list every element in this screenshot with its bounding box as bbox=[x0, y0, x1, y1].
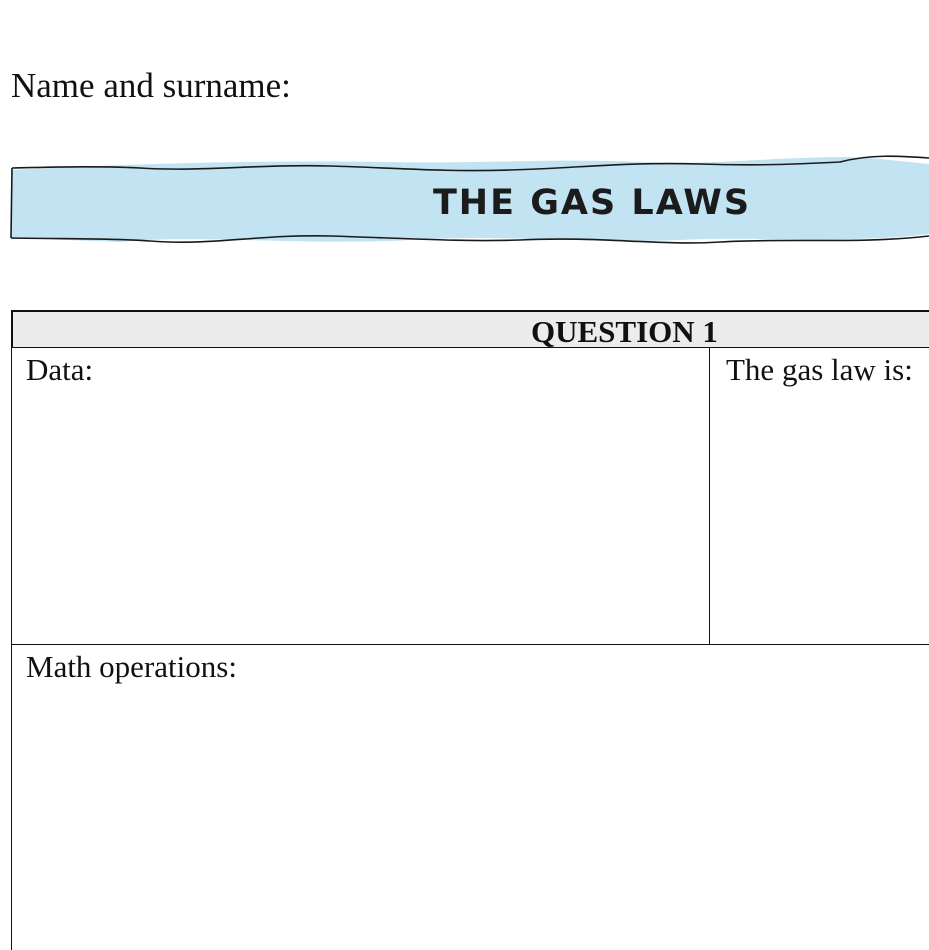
question-title: QUESTION 1 bbox=[531, 314, 718, 349]
gas-law-field[interactable] bbox=[710, 348, 929, 645]
math-operations-field[interactable] bbox=[11, 645, 929, 950]
data-label: Data: bbox=[26, 352, 94, 387]
gas-law-label: The gas law is: bbox=[726, 352, 913, 387]
data-field[interactable] bbox=[11, 348, 710, 645]
question-table bbox=[11, 310, 929, 950]
worksheet-title: THE GAS LAWS bbox=[432, 183, 752, 223]
name-surname-label: Name and surname: bbox=[11, 66, 291, 105]
question-header bbox=[11, 310, 929, 348]
math-operations-label: Math operations: bbox=[26, 649, 237, 684]
title-banner bbox=[0, 150, 929, 250]
